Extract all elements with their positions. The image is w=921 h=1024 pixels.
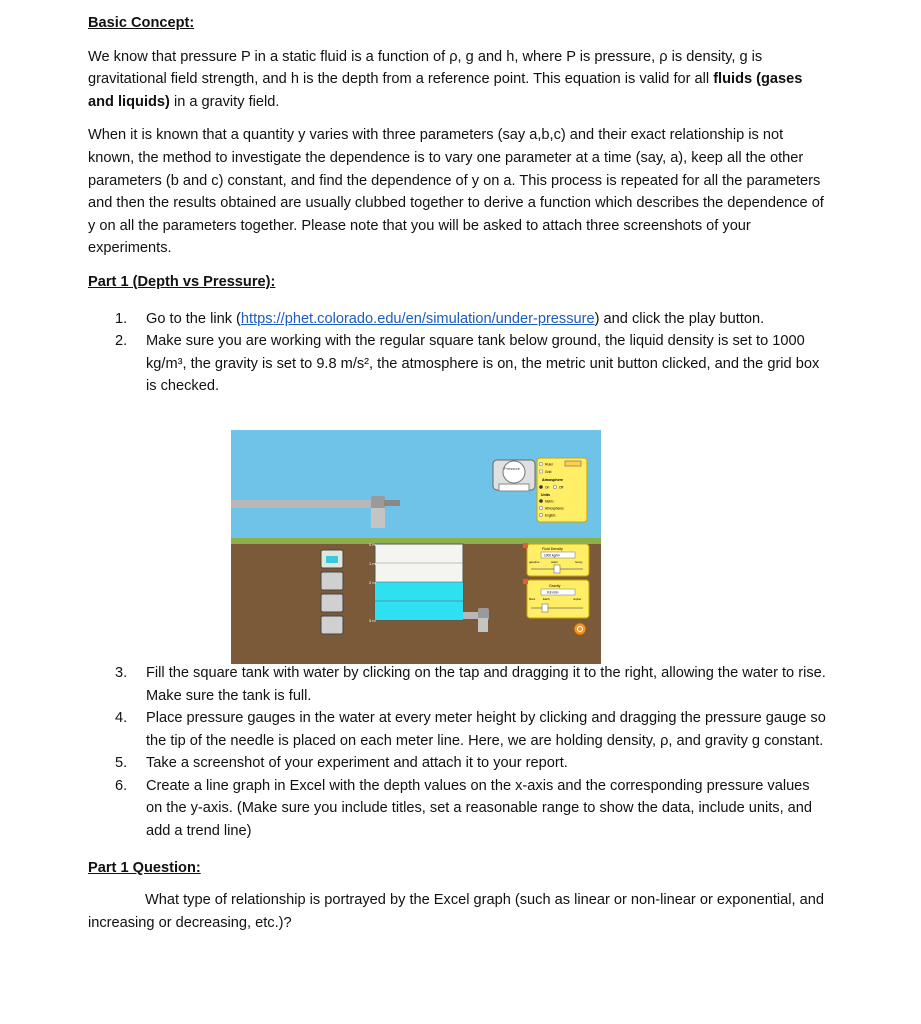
svg-text:Off: Off: [559, 485, 564, 490]
density-panel[interactable]: [523, 543, 589, 576]
pressure-gauge[interactable]: [493, 460, 535, 491]
basic-concept-heading: Basic Concept:: [88, 15, 195, 31]
svg-text:Ruler: Ruler: [545, 462, 554, 467]
gravity-panel[interactable]: [523, 579, 589, 618]
question-heading: Part 1 Question:: [88, 859, 201, 876]
svg-text:9.8 m/s²: 9.8 m/s²: [547, 590, 559, 595]
depth-label-3: 3 m: [369, 618, 376, 623]
step-2: 2. Make sure you are working with the regular square tank below ground, the liquid density is set to 1000 kg/m³, the gravity is set to 9.8 m/s², the atmosphere is on, the metric unit button clicked, and the grid box is checked.: [115, 333, 820, 395]
svg-text:Grid: Grid: [545, 470, 552, 474]
svg-text:Atmospheres: Atmospheres: [545, 506, 564, 511]
svg-text:Jupiter: Jupiter: [573, 597, 582, 601]
svg-text:gasoline: gasoline: [529, 560, 540, 564]
simulation-screenshot: [231, 430, 601, 664]
water-tank: [369, 542, 463, 623]
svg-text:English: English: [545, 513, 556, 518]
depth-label-0: 0 m: [369, 542, 376, 547]
part1-heading: Part 1 (Depth vs Pressure):: [88, 273, 276, 290]
svg-text:honey: honey: [575, 560, 583, 564]
svg-text:water: water: [551, 560, 558, 564]
depth-label-1: 1 m: [369, 561, 376, 566]
depth-label-2: 2 m: [369, 580, 376, 585]
basic-paragraph-2: When it is known that a quantity y varies with three parameters (say a,b,c) and their exact relationship is not known, the method to investigate the dependence is to vary one parameter at a time (say, a), keep all the other parameters (b and c) constant, and find the dependence of y on a. This process is repeated for all the parameters and then the results obtained are usually clubbed together to derive a function which describes the dependence of y on all the parameters together. Please note that you will be asked to attach three screenshots of your experiments.: [88, 127, 824, 257]
phet-link[interactable]: https://phet.colorado.edu/en/simulation/under-pressure: [240, 310, 595, 327]
svg-text:Earth: Earth: [543, 597, 550, 601]
svg-text:Mars: Mars: [529, 597, 536, 601]
steps-list-a: [88, 308, 828, 398]
svg-text:On: On: [545, 485, 550, 490]
gauge-label: Pressure: [504, 466, 521, 471]
control-panel[interactable]: [537, 458, 587, 522]
svg-text:Gravity: Gravity: [549, 584, 561, 588]
svg-text:Units: Units: [541, 493, 550, 497]
svg-text:1000 kg/m³: 1000 kg/m³: [544, 553, 560, 558]
step-4: 4. Place pressure gauges in the water at every meter height by clicking and dragging the pressure gauge so the tip of the needle is placed on each meter line. Here, we are holding density, ρ, and gravity g constant.: [115, 710, 826, 749]
step-1: 1. Go to the link (https://phet.colorado.edu/en/simulation/under-pressure) and click the play button.: [115, 310, 765, 327]
basic-paragraph-1: We know that pressure P in a static fluid is a function of ρ, g and h, where P is pressure, ρ is density, g is gravitational field strength, and h is the depth from a reference point. This equation is valid for all fluids (gases and liquids) in a gravity field.: [88, 48, 803, 110]
fluids-bold: fluids (gases and liquids): [88, 71, 803, 110]
reset-button[interactable]: [574, 623, 586, 635]
step-5: 5. Take a screenshot of your experiment and attach it to your report.: [115, 755, 568, 772]
question-text: What type of relationship is portrayed by the Excel graph (such as linear or non-linear or exponential, and increasing or decreasing, etc.)?: [88, 892, 824, 931]
step-6: 6. Create a line graph in Excel with the depth values on the x-axis and the corresponding pressure values on the y-axis. (Make sure you include titles, set a reasonable range to show the data, include units, and add a trend line): [115, 777, 813, 840]
svg-text:Metric: Metric: [545, 499, 554, 504]
svg-text:Atmosphere: Atmosphere: [542, 478, 563, 482]
step-3: 3. Fill the square tank with water by clicking on the tap and dragging it to the right, allowing the water to rise. Make sure the tank is full.: [115, 664, 826, 704]
svg-text:Fluid Density: Fluid Density: [542, 547, 563, 551]
steps-list-b: [88, 662, 828, 843]
